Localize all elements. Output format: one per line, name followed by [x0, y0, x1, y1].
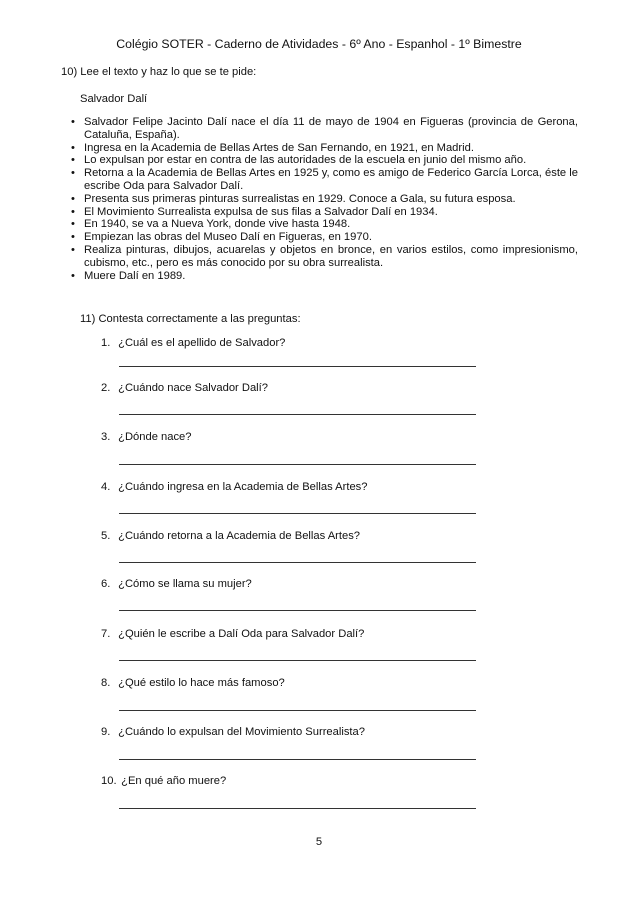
question-number: 1. [101, 337, 111, 349]
bullet-icon: • [71, 218, 75, 231]
list-item-text: Ingresa en la Academia de Bellas Artes de San Fernando, en 1921, en Madrid. [84, 141, 474, 154]
bullet-icon: • [71, 141, 75, 154]
question-number: 10. [101, 775, 117, 787]
list-item [70, 116, 578, 142]
list-item-text: En 1940, se va a Nueva York, donde vive hasta 1948. [84, 218, 351, 231]
answer-line-9[interactable] [119, 759, 476, 760]
question-text: ¿Cuándo lo expulsan del Movimiento Surrealista? [118, 726, 365, 738]
list-item-text: El Movimiento Surrealista expulsa de sus filas a Salvador Dalí en 1934. [84, 205, 438, 218]
answer-line-3[interactable] [119, 464, 476, 465]
question-text: ¿Cuándo nace Salvador Dalí? [118, 382, 268, 394]
question-1 [101, 337, 285, 349]
question-number: 7. [101, 628, 111, 640]
bullet-icon: • [71, 154, 75, 167]
question-7 [101, 628, 364, 640]
question-4 [101, 481, 368, 493]
exercise-11-instruction: 11) Contesta correctamente a las preguntas: [80, 313, 301, 325]
list-item [70, 270, 578, 283]
list-item-text: Muere Dalí en 1989. [84, 269, 186, 282]
list-item [70, 206, 578, 219]
list-item-text: Retorna a la Academia de Bellas Artes en 1925 y, como es amigo de Federico García Lorca, éste le escribe Oda para Salvador Dalí. [84, 167, 578, 192]
list-item [70, 218, 578, 231]
question-text: ¿En qué año muere? [121, 775, 227, 787]
question-6 [101, 578, 252, 590]
question-number: 6. [101, 578, 111, 590]
exercise-10-instruction: 10) Lee el texto y haz lo que se te pide: [61, 66, 257, 78]
list-item [70, 154, 578, 167]
question-number: 3. [101, 431, 111, 443]
bullet-icon: • [71, 269, 75, 282]
question-number: 9. [101, 726, 111, 738]
list-item-text: Salvador Felipe Jacinto Dalí nace el día 11 de mayo de 1904 en Figueras (provincia de Gerona, Cataluña, España). [84, 116, 578, 141]
answer-line-1[interactable] [119, 366, 476, 367]
page-header: Colégio SOTER - Caderno de Atividades - 6º Ano - Espanhol - 1º Bimestre [116, 37, 522, 51]
answer-line-4[interactable] [119, 513, 476, 514]
list-item [70, 167, 578, 193]
question-3 [101, 431, 192, 443]
question-text: ¿Qué estilo lo hace más famoso? [118, 677, 285, 689]
bullet-icon: • [71, 231, 75, 244]
list-item-text: Empiezan las obras del Museo Dalí en Figueras, en 1970. [84, 231, 372, 244]
question-text: ¿Cuándo retorna a la Academia de Bellas Artes? [118, 530, 361, 542]
answer-line-8[interactable] [119, 710, 476, 711]
bullet-icon: • [71, 205, 75, 218]
answer-line-7[interactable] [119, 660, 476, 661]
question-10 [101, 775, 226, 787]
question-8 [101, 677, 285, 689]
list-item [70, 142, 578, 155]
answer-line-2[interactable] [119, 414, 476, 415]
list-item [70, 193, 578, 206]
answer-line-5[interactable] [119, 562, 476, 563]
question-number: 5. [101, 530, 111, 542]
text-title: Salvador Dalí [80, 93, 148, 105]
bullet-icon: • [71, 167, 75, 180]
list-item-text: Presenta sus primeras pinturas surrealistas en 1929. Conoce a Gala, su futura esposa. [84, 192, 516, 205]
bullet-icon: • [71, 243, 75, 256]
bullet-icon: • [71, 192, 75, 205]
question-2 [101, 382, 268, 394]
list-item-text: Lo expulsan por estar en contra de las autoridades de la escuela en junio del mismo año. [84, 154, 527, 167]
question-text: ¿Cuál es el apellido de Salvador? [118, 337, 286, 349]
question-5 [101, 530, 360, 542]
question-number: 8. [101, 677, 111, 689]
question-9 [101, 726, 365, 738]
bullet-icon: • [71, 116, 75, 128]
list-item-text: Realiza pinturas, dibujos, acuarelas y objetos en bronce, en varios estilos, como impresionismo, cubismo, etc., pero es más conocido por su obra surrealista. [84, 243, 578, 269]
question-text: ¿Dónde nace? [118, 431, 192, 443]
question-text: ¿Quién le escribe a Dalí Oda para Salvador Dalí? [118, 628, 365, 640]
question-text: ¿Cuándo ingresa en la Academia de Bellas Artes? [118, 481, 368, 493]
question-number: 2. [101, 382, 111, 394]
biography-list [70, 116, 578, 282]
question-number: 4. [101, 481, 111, 493]
answer-line-6[interactable] [119, 610, 476, 611]
list-item [70, 244, 578, 270]
page-number: 5 [315, 836, 323, 848]
question-text: ¿Cómo se llama su mujer? [118, 578, 252, 590]
list-item [70, 231, 578, 244]
answer-line-10[interactable] [119, 808, 476, 809]
